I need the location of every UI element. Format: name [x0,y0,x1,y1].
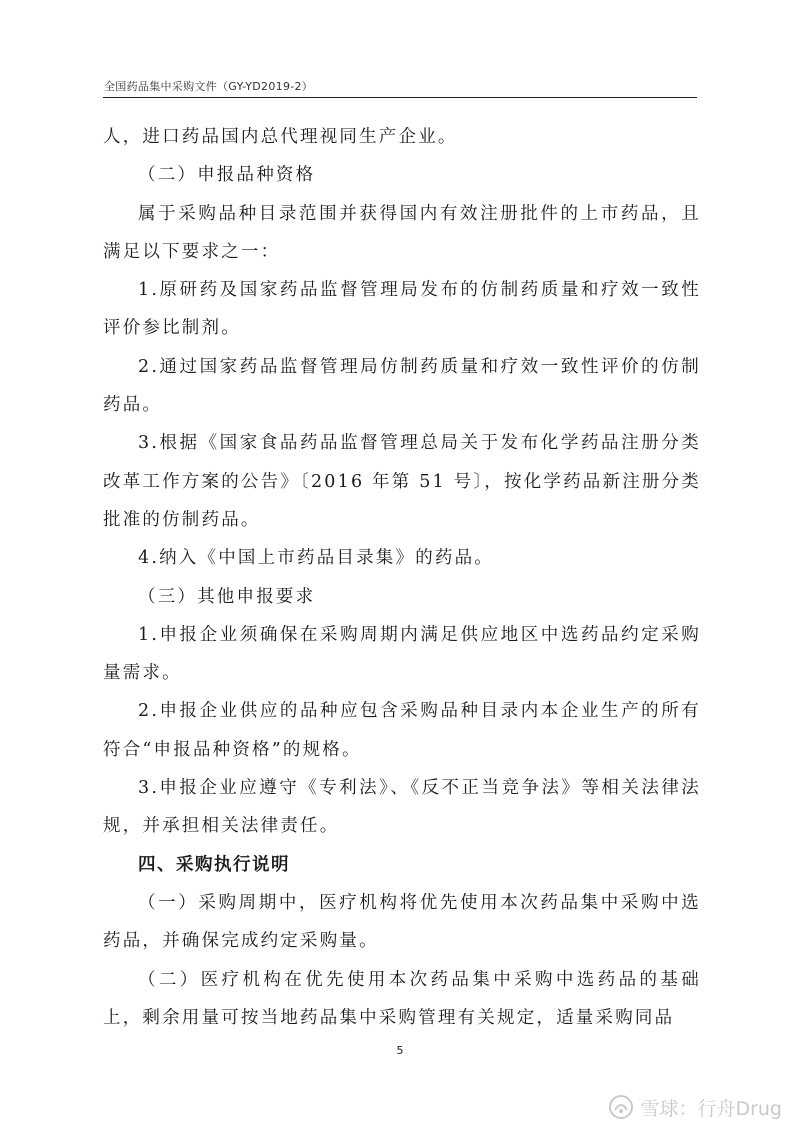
document-body [103,118,701,1037]
watermark-text: 雪球：行舟Drug [640,1097,782,1120]
execution-item-2: （二）医疗机构在优先使用本次药品集中采购中选药品的基础上，剩余用量可按当地药品集中采购管理有关规定，适量采购同品 [103,969,701,1028]
watermark [608,1093,782,1121]
paragraph-variety-scope: 属于采购品种目录范围并获得国内有效注册批件的上市药品，且满足以下要求之一： [103,203,701,262]
execution-item-1: （一）采购周期中，医疗机构将优先使用本次药品集中采购中选药品，并确保完成约定采购量。 [103,892,701,952]
requirement-item-3: 3.申报企业应遵守《专利法》、《反不正当竞争法》等相关法律法规，并承担相关法律责任。 [103,778,701,837]
requirement-item-1: 1.申报企业须确保在采购周期内满足供应地区中选药品约定采购量需求。 [103,624,701,684]
subheading-other-requirements: （三）其他申报要求 [138,586,316,607]
list-item-3: 3.根据《国家食品药品监督管理总局关于发布化学药品注册分类改革工作方案的公告》〔2016 年第 51 号〕，按化学药品新注册分类批准的仿制药品。 [103,433,701,530]
document-header: 全国药品集中采购文件（GY-YD2019-2） [104,80,314,93]
subheading-declared-variety-qualification: （二）申报品种资格 [138,165,316,186]
section-heading-procurement-execution: 四、采购执行说明 [138,854,290,875]
list-item-4: 4.纳入《中国上市药品目录集》的药品。 [138,548,494,569]
list-item-2: 2.通过国家药品监督管理局仿制药质量和疗效一致性评价的仿制药品。 [103,356,701,416]
snowball-logo-icon [608,1094,634,1120]
page-number: 5 [396,1044,404,1057]
list-item-1: 1.原研药及国家药品监督管理局发布的仿制药质量和疗效一致性评价参比制剂。 [103,280,701,339]
header-divider [103,97,697,98]
requirement-item-2: 2.申报企业供应的品种应包含采购品种目录内本企业生产的所有符合“申报品种资格”的规格。 [103,701,701,760]
paragraph-continuation: 人，进口药品国内总代理视同生产企业。 [103,127,458,147]
